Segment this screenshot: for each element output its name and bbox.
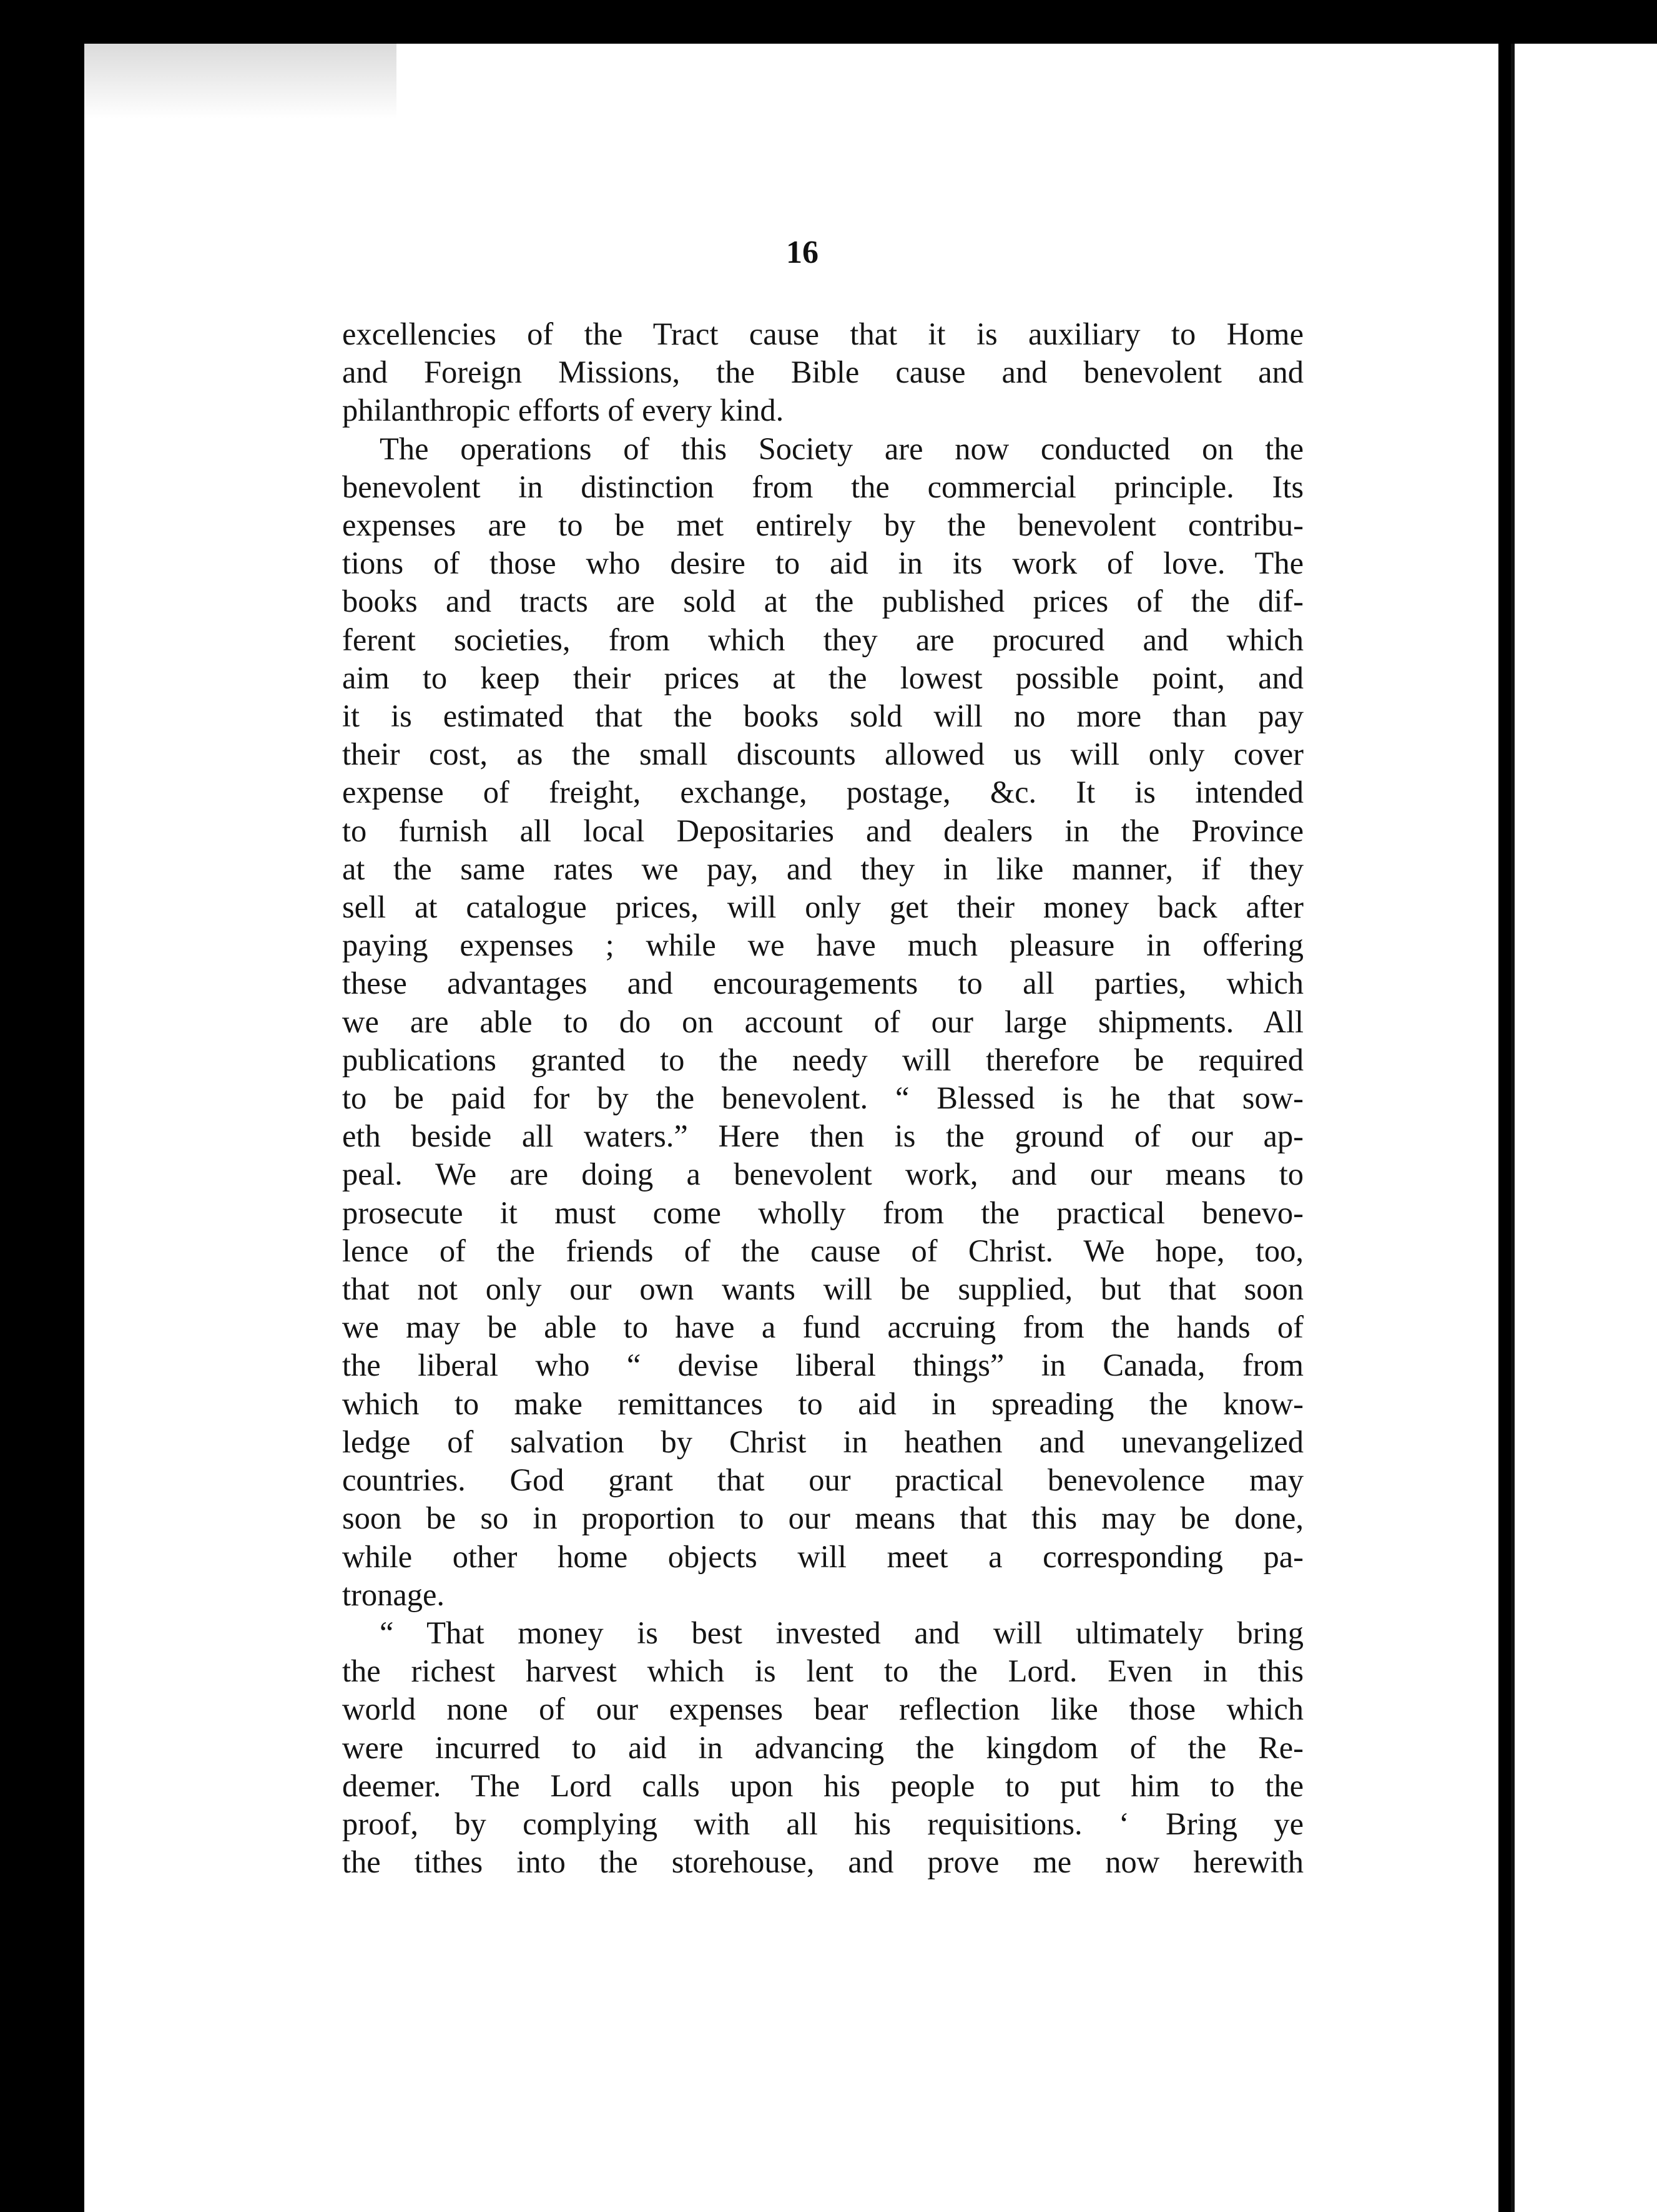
page-gutter bbox=[1498, 37, 1511, 2212]
page-shadow bbox=[84, 44, 396, 119]
text-line: the liberal who “ devise liberal things” in Canada, from bbox=[342, 1348, 1304, 1383]
text-line: expense of freight, exchange, postage, &c. It is intended bbox=[342, 775, 1304, 810]
text-line: world none of our expenses bear reflection like those which bbox=[342, 1691, 1304, 1727]
text-line: excellencies of the Tract cause that it is auxiliary to Home bbox=[342, 316, 1304, 351]
text-line: these advantages and encouragements to all parties, which bbox=[342, 966, 1304, 1001]
facing-page-edge bbox=[1511, 44, 1657, 2212]
text-line: tronage. bbox=[342, 1577, 445, 1612]
text-line: countries. God grant that our practical benevolence may bbox=[342, 1462, 1304, 1498]
text-line: were incurred to aid in advancing the kingdom of the Re- bbox=[342, 1730, 1304, 1765]
text-line: proof, by complying with all his requisitions. ‘ Bring ye bbox=[342, 1806, 1304, 1841]
text-line: to furnish all local Depositaries and dealers in the Province bbox=[342, 813, 1304, 848]
text-line: ferent societies, from which they are procured and which bbox=[342, 622, 1304, 657]
text-line: the richest harvest which is lent to the Lord. Even in this bbox=[342, 1653, 1304, 1689]
text-line: prosecute it must come wholly from the practical benevo- bbox=[342, 1195, 1304, 1230]
text-line: that not only our own wants will be supplied, but that soon bbox=[342, 1271, 1304, 1307]
text-line: we are able to do on account of our large shipments. All bbox=[342, 1004, 1304, 1039]
text-line: eth beside all waters.” Here then is the ground of our ap- bbox=[342, 1118, 1304, 1154]
text-line: lence of the friends of the cause of Christ. We hope, too, bbox=[342, 1233, 1304, 1268]
text-line: benevolent in distinction from the commercial principle. Its bbox=[342, 469, 1304, 504]
text-line: paying expenses ; while we have much pleasure in offering bbox=[342, 927, 1304, 963]
text-line: and Foreign Missions, the Bible cause and benevolent and bbox=[342, 355, 1304, 390]
text-line: expenses are to be met entirely by the benevolent contribu- bbox=[342, 507, 1304, 543]
text-line: it is estimated that the books sold will no more than pay bbox=[342, 698, 1304, 734]
text-line: tions of those who desire to aid in its work of love. The bbox=[342, 546, 1304, 581]
text-line: we may be able to have a fund accruing from the hands of bbox=[342, 1309, 1304, 1345]
text-line: The operations of this Society are now conducted on the bbox=[380, 431, 1304, 466]
body-text bbox=[342, 315, 1304, 1881]
text-line: ledge of salvation by Christ in heathen and unevangelized bbox=[342, 1424, 1304, 1459]
text-line: which to make remittances to aid in spreading the know- bbox=[342, 1386, 1304, 1421]
text-line: aim to keep their prices at the lowest possible point, and bbox=[342, 660, 1304, 695]
text-line: to be paid for by the benevolent. “ Blessed is he that sow- bbox=[342, 1080, 1304, 1116]
text-line: sell at catalogue prices, will only get their money back after bbox=[342, 889, 1304, 925]
text-line: peal. We are doing a benevolent work, and our means to bbox=[342, 1157, 1304, 1192]
text-line: soon be so in proportion to our means that this may be done, bbox=[342, 1500, 1304, 1536]
text-line: while other home objects will meet a corresponding pa- bbox=[342, 1539, 1304, 1574]
text-line: publications granted to the needy will therefore be required bbox=[342, 1042, 1304, 1077]
text-line: their cost, as the small discounts allowed us will only cover bbox=[342, 737, 1304, 772]
text-line: deemer. The Lord calls upon his people to put him to the bbox=[342, 1768, 1304, 1803]
text-line: books and tracts are sold at the published prices of the dif- bbox=[342, 584, 1304, 619]
text-line: philanthropic efforts of every kind. bbox=[342, 393, 784, 428]
text-line: at the same rates we pay, and they in like manner, if they bbox=[342, 851, 1304, 886]
page-number: 16 bbox=[786, 235, 819, 270]
text-line: the tithes into the storehouse, and prove me now herewith bbox=[342, 1844, 1304, 1880]
text-line: “ That money is best invested and will ultimately bring bbox=[380, 1615, 1304, 1650]
